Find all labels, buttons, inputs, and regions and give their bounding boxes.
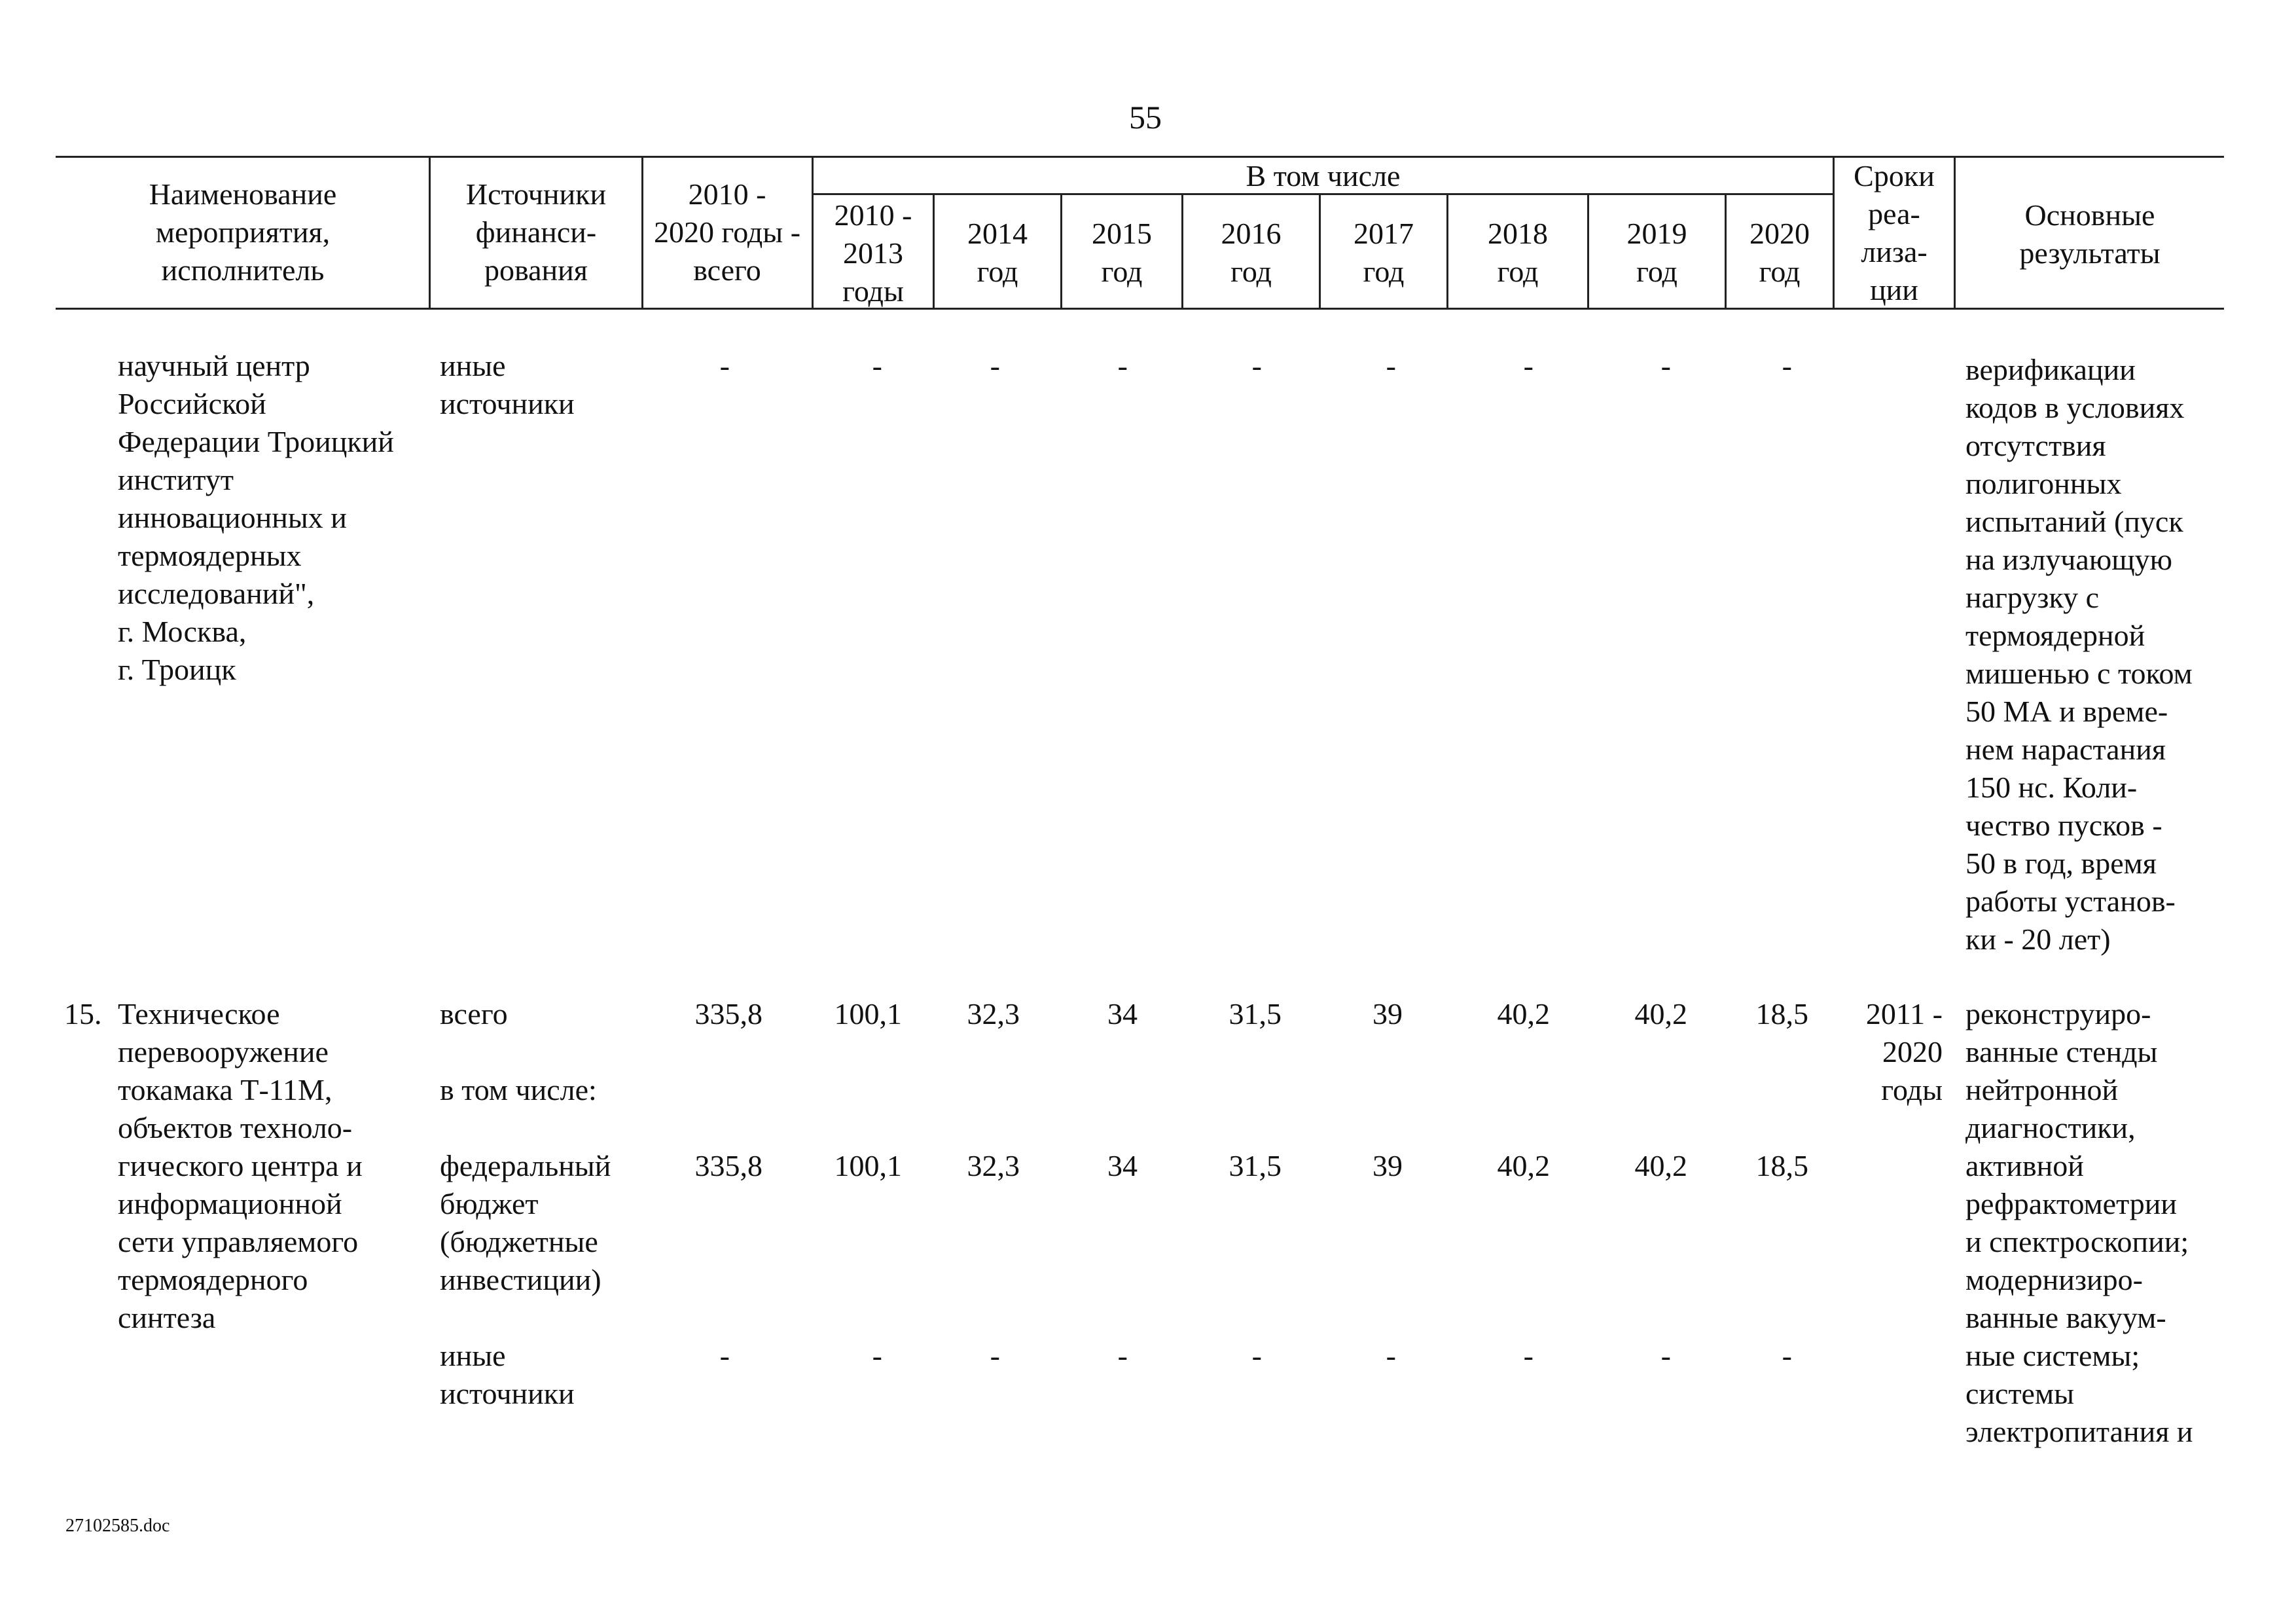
- row-continued-source: иные источники: [440, 349, 575, 420]
- footer-filename: 27102585.doc: [65, 1516, 170, 1536]
- header-group-label: В том числе: [1246, 159, 1401, 192]
- row-continued-value: -: [1523, 349, 1534, 382]
- row-15-source-federal: федеральный бюджет (бюджетные инвестиции): [440, 1149, 611, 1296]
- row-15-total-value: 18,5: [1755, 997, 1808, 1030]
- header-2016: 2016 год: [1221, 217, 1282, 288]
- row-continued-name: научный центр Российской Федерации Троицкий институт инновационных и термоядерных исследований", г. Москва, г. Троицк: [118, 349, 394, 686]
- row-15-federal-value: 18,5: [1755, 1149, 1808, 1182]
- header-terms: Сроки реа- лиза- ции: [1854, 159, 1935, 306]
- row-15-federal-value: 32,3: [967, 1149, 1020, 1182]
- header-2010-2013: 2010 - 2013 годы: [834, 198, 912, 308]
- row-continued-value: -: [1117, 349, 1128, 382]
- header-total: 2010 - 2020 годы - всего: [653, 177, 801, 287]
- row-15-federal-value: 100,1: [834, 1149, 902, 1182]
- header-2015: 2015 год: [1092, 217, 1152, 288]
- row-continued-value: -: [990, 349, 1000, 382]
- row-15-federal-value: 335,8: [694, 1149, 762, 1182]
- header-2020: 2020 год: [1749, 217, 1810, 288]
- row-15-federal-value: 39: [1372, 1149, 1403, 1182]
- row-15-other-value: -: [1117, 1339, 1128, 1372]
- row-15-total-value: 31,5: [1229, 997, 1282, 1030]
- row-continued-value: -: [1251, 349, 1262, 382]
- row-15-federal-value: 31,5: [1229, 1149, 1282, 1182]
- header-2018: 2018 год: [1488, 217, 1548, 288]
- header-source: Источники финанси- рования: [465, 177, 607, 287]
- row-15-total-value: 40,2: [1497, 997, 1550, 1030]
- row-15-number: 15.: [64, 997, 102, 1030]
- row-15-total-value: 40,2: [1634, 997, 1687, 1030]
- row-continued-value: -: [1782, 349, 1792, 382]
- row-continued-value: -: [872, 349, 882, 382]
- row-continued-value: -: [1386, 349, 1396, 382]
- row-continued-results: верификации кодов в условиях отсутствия полигонных испытаний (пуск на излучающую нагрузку с термоядерной мишенью с током 50 МА и време- нем нарастания 150 нс. Коли- чество пусков - 50 в год, время работы установ- ки - 20 лет): [1965, 353, 2193, 956]
- row-15-total-value: 100,1: [834, 997, 902, 1030]
- header-2014: 2014 год: [967, 217, 1028, 288]
- page-number: 55: [1129, 99, 1162, 136]
- row-15-source-total: всего: [440, 997, 508, 1030]
- row-15-total-value: 34: [1107, 997, 1138, 1030]
- header-2019: 2019 год: [1626, 217, 1687, 288]
- header-name: Наименование мероприятия, исполнитель: [149, 177, 337, 287]
- row-continued-value: -: [1660, 349, 1671, 382]
- row-15-other-value: -: [1660, 1339, 1671, 1372]
- header-2017: 2017 год: [1354, 217, 1414, 288]
- row-15-results: реконструиро- ванные стенды нейтронной диагностики, активной рефрактометрии и спектроскопии; модернизиро- ванные вакуум- ные системы; системы электропитания и: [1965, 997, 2193, 1448]
- row-15-source-other: иные источники: [440, 1339, 575, 1410]
- row-15-other-value: -: [990, 1339, 1000, 1372]
- row-15-source-incl: в том числе:: [440, 1073, 597, 1106]
- row-15-federal-value: 40,2: [1497, 1149, 1550, 1182]
- row-15-federal-value: 40,2: [1634, 1149, 1687, 1182]
- row-15-total-value: 39: [1372, 997, 1403, 1030]
- row-15-total-value: 335,8: [694, 997, 762, 1030]
- header-divider: [429, 156, 431, 308]
- row-15-other-value: -: [1782, 1339, 1792, 1372]
- row-continued-value: -: [719, 349, 730, 382]
- row-15-other-value: -: [872, 1339, 882, 1372]
- header-results: Основные результаты: [2019, 198, 2161, 270]
- row-15-other-value: -: [719, 1339, 730, 1372]
- row-15-other-value: -: [1523, 1339, 1534, 1372]
- row-15-other-value: -: [1386, 1339, 1396, 1372]
- row-15-terms: 2011 - 2020 годы: [1865, 997, 1943, 1106]
- row-15-name: Техническое перевооружение токамака Т-11М, объектов техноло- гического центра и информационной сети управляемого термоядерного синтеза: [118, 997, 363, 1334]
- row-15-other-value: -: [1251, 1339, 1262, 1372]
- row-15-federal-value: 34: [1107, 1149, 1138, 1182]
- row-15-total-value: 32,3: [967, 997, 1020, 1030]
